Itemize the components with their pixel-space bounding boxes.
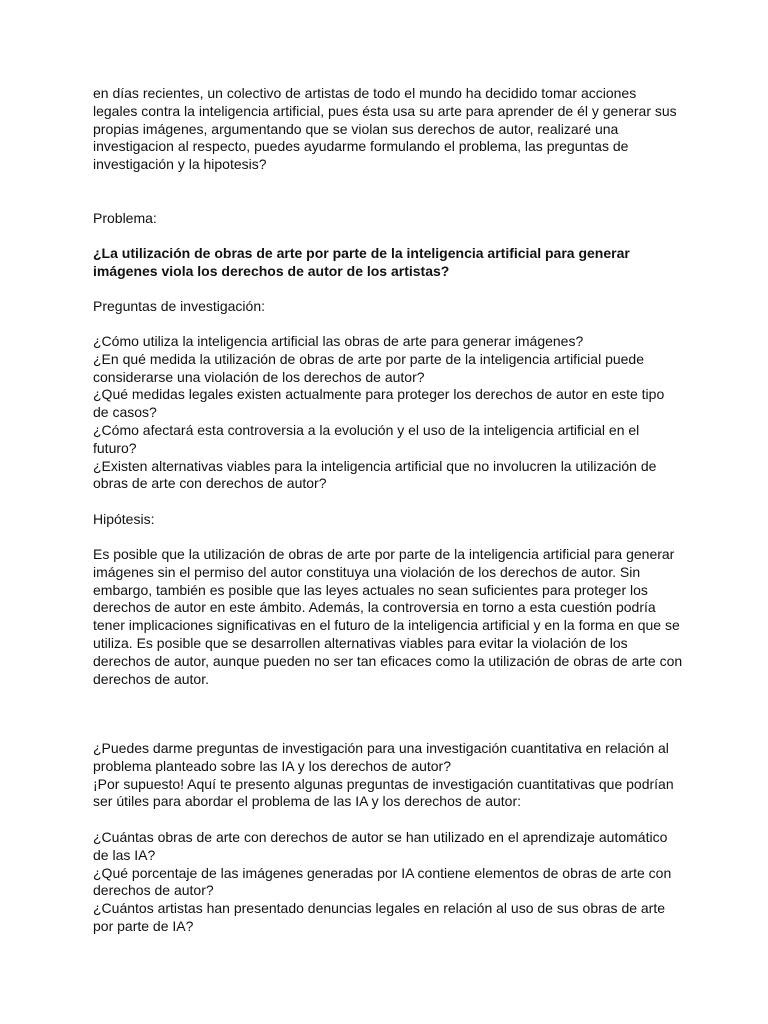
quantitative-questions-list	[93, 829, 683, 936]
intro-paragraph: en días recientes, un colectivo de artistas de todo el mundo ha decidido tomar acciones legales contra la inteligencia artificial, pues ésta usa su arte para aprender de él y generar sus propias imágenes, argumentando que se violan sus derechos de autor, realizaré una investigacion al respecto, puedes ayudarme formulando el problema, las preguntas de investigación y la hipotesis?	[93, 85, 677, 173]
quantitative-question: ¿Cuántas obras de arte con derechos de autor se han utilizado en el aprendizaje automático de las IA?	[93, 829, 668, 863]
research-question: ¿En qué medida la utilización de obras de arte por parte de la inteligencia artificial puede considerarse una violación de los derechos de autor?	[93, 350, 645, 385]
hypothesis-heading: Hipótesis:	[93, 511, 155, 527]
followup-answer: ¡Por supuesto! Aquí te presento algunas preguntas de investigación cuantitativas que podrían ser útiles para abordar el problema de las IA y los derechos de autor:	[93, 775, 674, 810]
research-question: ¿Cómo afectará esta controversia a la evolución y el uso de la inteligencia artificial en el futuro?	[93, 421, 640, 456]
research-question: ¿Qué medidas legales existen actualmente para proteger los derechos de autor en este tipo de casos?	[93, 386, 665, 421]
problem-heading: Problema:	[93, 210, 157, 226]
problem-statement: ¿La utilización de obras de arte por parte de la inteligencia artificial para generar imágenes viola los derechos de autor de los artistas?	[93, 245, 630, 279]
followup-question: ¿Puedes darme preguntas de investigación para una investigación cuantitativa en relación al problema planteado sobre las IA y los derechos de autor?	[93, 740, 669, 774]
research-questions-list	[93, 333, 683, 493]
quantitative-question: ¿Cuántos artistas han presentado denuncias legales en relación al uso de sus obras de arte por parte de IA?	[93, 900, 666, 934]
questions-heading: Preguntas de investigación:	[93, 298, 265, 314]
followup-section	[93, 740, 683, 811]
research-question: ¿Existen alternativas viables para la inteligencia artificial que no involucren la utilización de obras de arte con derechos de autor?	[93, 457, 657, 492]
research-question: ¿Cómo utiliza la inteligencia artificial las obras de arte para generar imágenes?	[93, 333, 584, 349]
hypothesis-paragraph: Es posible que la utilización de obras de arte por parte de la inteligencia artificial para generar imágenes sin el permiso del autor constituya una violación de los derechos de autor. Sin embargo, también es posible que las leyes actuales no sean suficientes para proteger los derechos de autor en este ámbito. Además, la controversia en torno a esta cuestión podría tener implicaciones significativas en el futuro de la inteligencia artificial y en la forma en que se utiliza. Es posible que se desarrollen alternativas viables para evitar la violación de los derechos de autor, aunque pueden no ser tan eficaces como la utilización de obras de arte con derechos de autor.	[93, 546, 683, 687]
quantitative-question: ¿Qué porcentaje de las imágenes generadas por IA contiene elementos de obras de arte con derechos de autor?	[93, 864, 672, 899]
